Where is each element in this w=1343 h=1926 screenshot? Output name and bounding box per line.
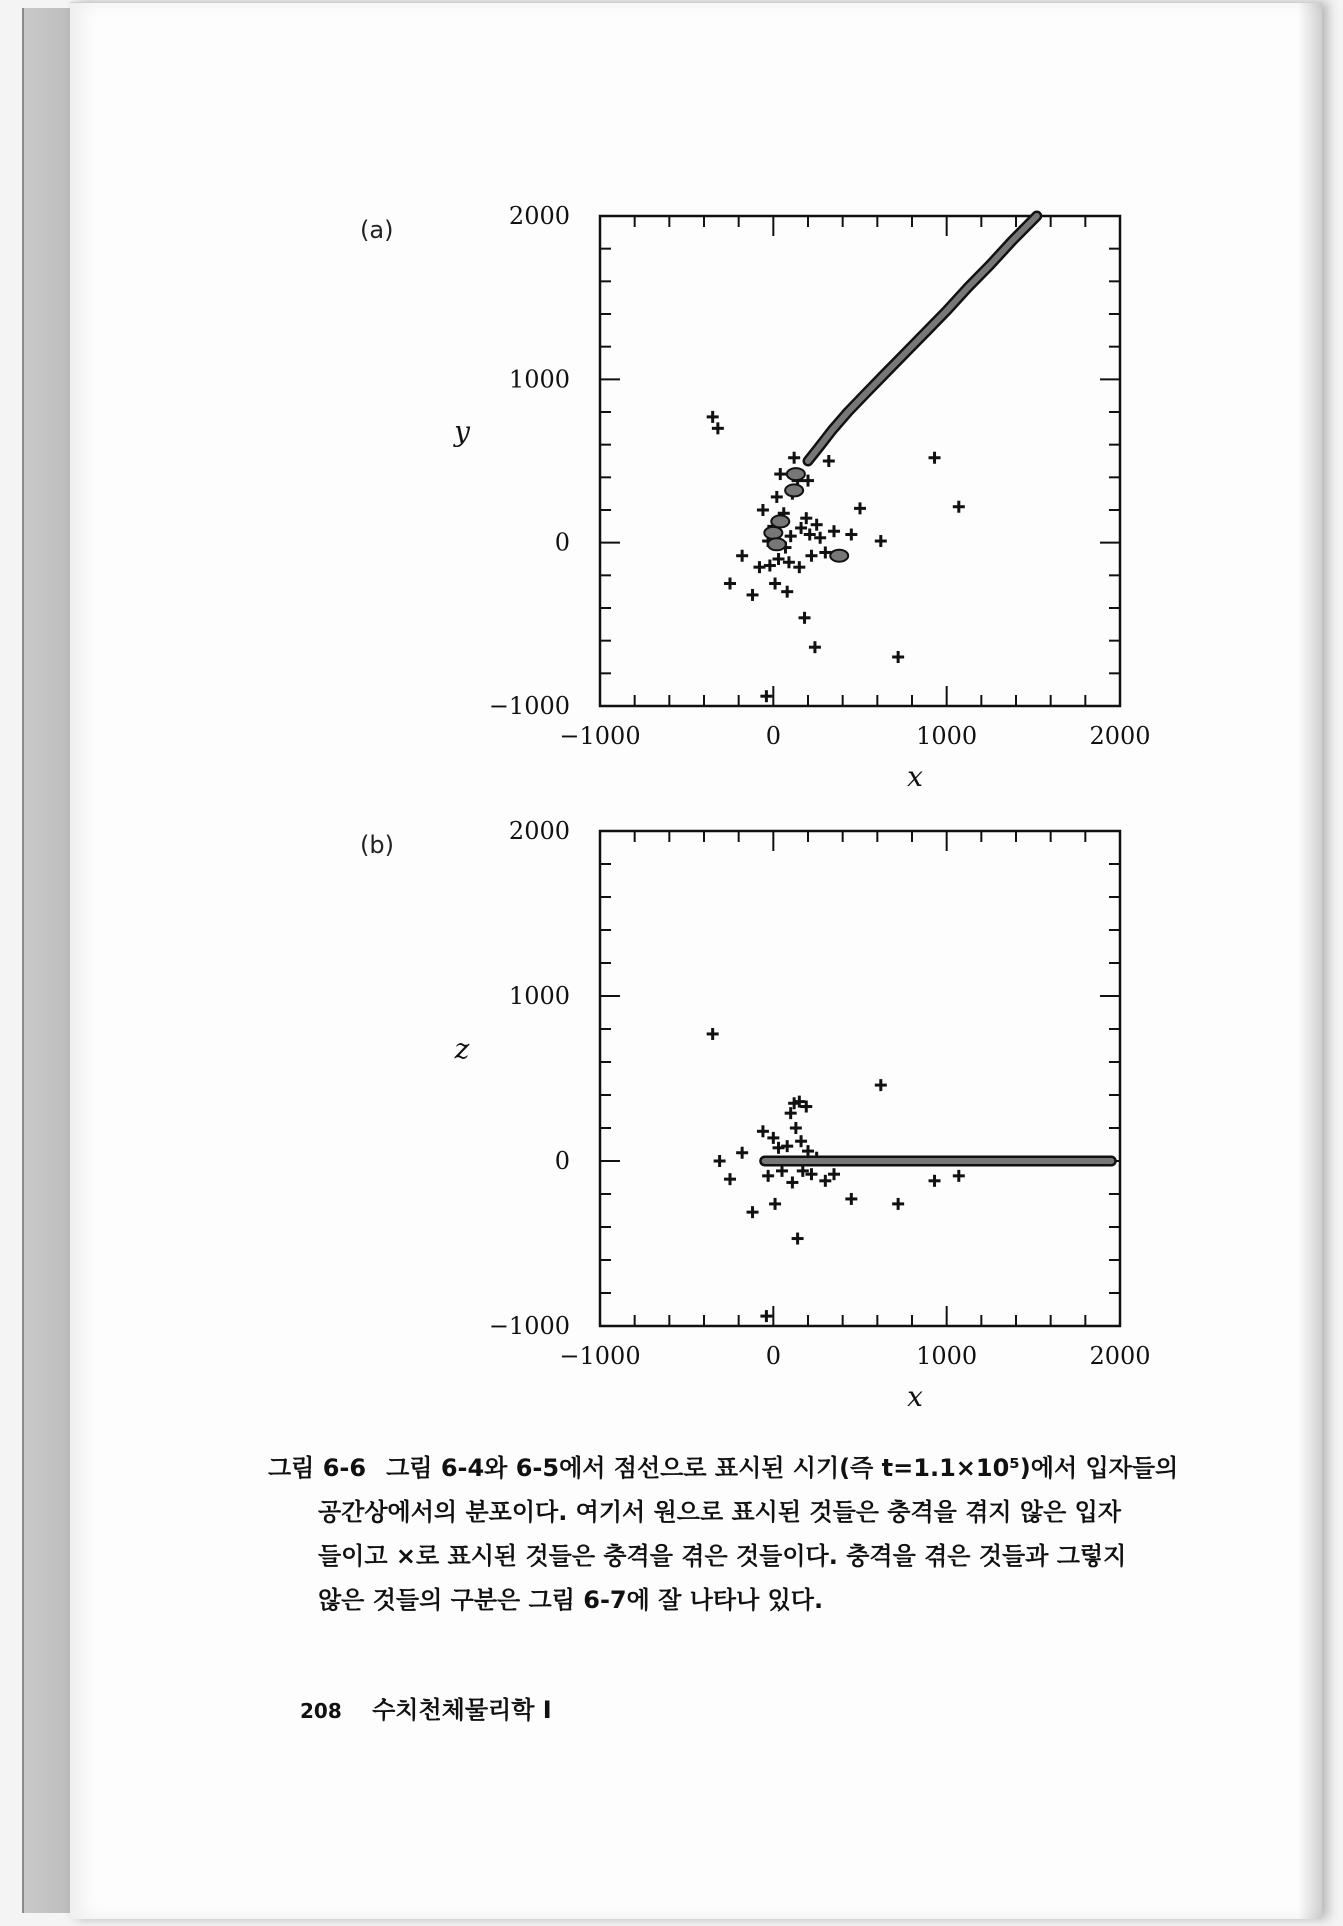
data-point-cross — [747, 589, 759, 601]
data-point-cross — [757, 504, 769, 516]
data-point-cross — [774, 468, 786, 480]
data-point-cross — [805, 550, 817, 562]
data-point-cross — [929, 1175, 941, 1187]
x-tick-label: −1000 — [559, 722, 641, 750]
data-point-cross — [712, 422, 724, 434]
data-point-cross — [953, 501, 965, 513]
data-point-cross — [786, 1176, 798, 1188]
caption-line-4: 않은 것들의 구분은 그림 6-7에 잘 나타나 있다. — [318, 1586, 824, 1614]
data-point-cross — [811, 519, 823, 531]
data-point-cross — [785, 530, 797, 542]
data-point-cross — [783, 556, 795, 568]
y-tick-label: 0 — [554, 528, 570, 557]
data-point-cross — [875, 535, 887, 547]
particle-clump — [764, 527, 782, 539]
data-point-cross — [793, 561, 805, 573]
data-point-cross — [757, 1125, 769, 1137]
data-point-cross — [795, 1135, 807, 1147]
data-point-cross — [854, 502, 866, 514]
particle-clump — [768, 538, 786, 550]
data-point-cross — [753, 561, 765, 573]
x-tick-label: 1000 — [916, 1342, 978, 1370]
data-point-cross — [892, 651, 904, 663]
data-point-cross — [760, 690, 772, 702]
data-point-cross — [875, 1079, 887, 1091]
data-point-cross — [769, 1198, 781, 1210]
y-tick-label: −1000 — [488, 1312, 570, 1340]
x-tick-label: 2000 — [1089, 722, 1151, 750]
data-point-cross — [792, 1233, 804, 1245]
caption-text-1: 그림 6-4와 6-5에서 점선으로 표시된 시기(즉 t=1.1×10⁵)에서 입자들의 — [386, 1454, 1179, 1482]
book-title: 수치천체물리학 Ⅰ — [372, 1696, 552, 1724]
data-point-cross — [790, 1122, 802, 1134]
particle-clump — [771, 515, 789, 527]
data-point-cross — [747, 1206, 759, 1218]
data-point-cross — [773, 553, 785, 565]
y-tick-label: 2000 — [508, 817, 570, 845]
y-axis-label: z — [454, 1032, 470, 1066]
page-footer — [300, 1690, 552, 1725]
data-point-cross — [764, 560, 776, 572]
data-point-cross — [845, 1193, 857, 1205]
data-point-cross — [707, 1028, 719, 1040]
x-axis-label: x — [907, 1380, 923, 1413]
data-point-cross — [828, 1168, 840, 1180]
caption-line-1 — [268, 1446, 1228, 1490]
data-point-cross — [819, 1175, 831, 1187]
chart-panel-a — [360, 202, 1151, 793]
data-point-cross — [814, 532, 826, 544]
y-axis-label: y — [454, 415, 470, 448]
data-point-cross — [736, 1147, 748, 1159]
data-point-cross — [776, 1165, 788, 1177]
panel-label: (a) — [360, 216, 394, 244]
data-point-cross — [762, 1170, 774, 1182]
plot-frame — [600, 216, 1120, 706]
data-point-cross — [736, 550, 748, 562]
x-tick-label: 2000 — [1089, 1342, 1151, 1370]
data-point-cross — [929, 452, 941, 464]
data-point-cross — [781, 1140, 793, 1152]
data-point-cross — [823, 455, 835, 467]
figure-number: 그림 6-6 — [268, 1454, 367, 1482]
data-point-cross — [845, 529, 857, 541]
data-point-cross — [724, 578, 736, 590]
x-tick-label: 0 — [765, 722, 781, 750]
x-tick-label: −1000 — [559, 1342, 641, 1370]
plot-frame — [600, 831, 1120, 1326]
data-point-cross — [714, 1155, 726, 1167]
y-tick-label: −1000 — [488, 692, 570, 720]
x-axis-label: x — [907, 760, 923, 793]
x-tick-label: 0 — [765, 1342, 781, 1370]
data-point-cross — [828, 525, 840, 537]
y-tick-label: 1000 — [508, 982, 570, 1010]
data-point-cross — [953, 1170, 965, 1182]
data-point-cross — [760, 1310, 772, 1322]
data-point-cross — [771, 491, 783, 503]
x-tick-label: 1000 — [916, 722, 978, 750]
caption-line-3: 들이고 ×로 표시된 것들은 충격을 겪은 것들이다. 충격을 겪은 것들과 그렇지 — [318, 1542, 1127, 1570]
caption-line-2: 공간상에서의 분포이다. 여기서 원으로 표시된 것들은 충격을 겪지 않은 입자 — [318, 1498, 1122, 1526]
data-point-cross — [788, 452, 800, 464]
y-tick-label: 2000 — [508, 202, 570, 230]
y-tick-label: 0 — [554, 1147, 570, 1175]
data-point-cross — [802, 1145, 814, 1157]
data-point-cross — [781, 586, 793, 598]
data-point-cross — [804, 529, 816, 541]
data-point-cross — [707, 411, 719, 423]
y-tick-label: 1000 — [508, 365, 570, 394]
figure-caption — [268, 1446, 1228, 1622]
panel-label: (b) — [360, 831, 394, 859]
data-point-cross — [769, 578, 781, 590]
data-point-cross — [799, 612, 811, 624]
particle-clump — [830, 550, 848, 562]
particle-clump — [785, 484, 803, 496]
chart-panel-b — [360, 817, 1151, 1413]
data-point-cross — [724, 1173, 736, 1185]
page-number: 208 — [300, 1699, 342, 1723]
data-point-cross — [809, 641, 821, 653]
particle-clump — [787, 468, 805, 480]
data-point-cross — [892, 1198, 904, 1210]
